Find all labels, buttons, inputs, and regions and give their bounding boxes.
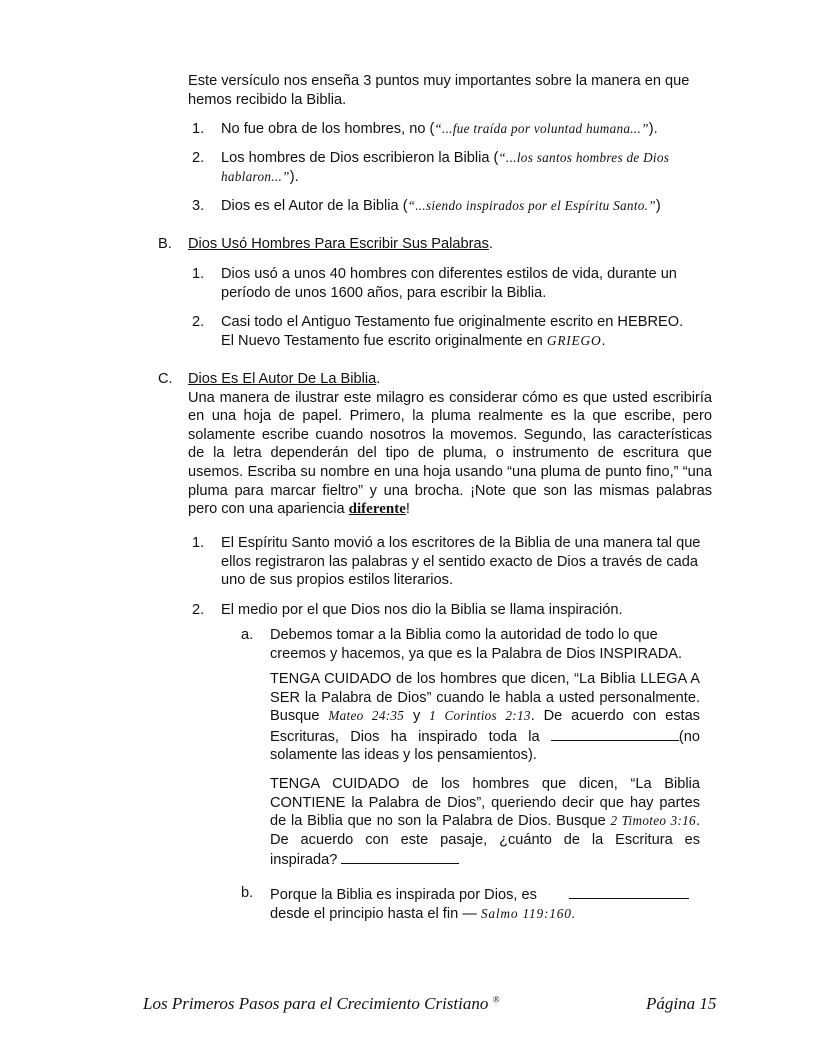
warning-2-text: TENGA CUIDADO de los hombres que dicen, “La Biblia CONTIENE la Palabra de Dios”, queriendo decir que hay partes de la Biblia que no son la Palabra de Dios. Busque [270, 776, 700, 830]
intro-paragraph [188, 72, 708, 109]
warning-1-end: (no solamente las ideas y los pensamientos). [270, 728, 700, 764]
sub-b-ref: Salmo 119:160. [480, 905, 576, 921]
sub-b-text [270, 884, 710, 923]
section-c-paragraph [188, 389, 712, 519]
section-c-letter: C. [158, 371, 173, 387]
sub-b-line-1: Porque la Biblia es inspirada por Dios, es [270, 887, 537, 903]
warning-1-mid: y [404, 708, 430, 725]
intro-line-2: hemos recibido la Biblia. [188, 91, 347, 108]
warning-2-cont: . De acuerdo con este pasaje, ¿cuánto de la Escritura es inspirada? [270, 813, 700, 869]
point-1-text: No fue obra de los hombres, no ( [221, 121, 435, 137]
section-b-item-number: 1. [192, 266, 205, 282]
section-c-paragraph-text: Una manera de ilustrar este milagro es considerar cómo es que usted escribiría en una hoja de papel. Primero, la pluma realmente es la que escribe, pero solamente escribe cuando nosotros la movemos. Segundo, las características de la letra dependerán del tipo de pluma, o instrumento de escritura que usemos. Escriba su nombre en una hoja usando “una pluma de punto fino,” “una pluma para marcar fieltro” y una brocha. ¡Note que son las mismas palabras pero con una apariencia [188, 389, 712, 518]
warning-1 [270, 670, 700, 765]
warning-1-text: TENGA CUIDADO de los hombres que dicen, “La Biblia LLEGA A SER la Palabra de Dios” cuando le habla a usted personalmente. Busque [270, 671, 700, 725]
section-b-heading [188, 235, 708, 254]
section-b-item-2-line-2: El Nuevo Testamento fue escrito originalmente en [221, 332, 547, 349]
sub-a-line-2: creemos y hacemos, ya que es la Palabra de Dios INSPIRADA. [270, 645, 683, 662]
point-number: 2. [192, 150, 205, 166]
point-3-ref: “...siendo inspirados por el Espíritu Santo.” [407, 198, 656, 213]
section-b-item-2-line-1: Casi todo el Antiguo Testamento fue originalmente escrito en HEBREO. [221, 314, 684, 330]
intro-line-1: Este versículo nos enseña 3 puntos muy importantes sobre la manera en que [188, 73, 690, 89]
section-b-item-1 [221, 265, 711, 302]
section-b-item-1-line-1: Dios usó a unos 40 hombres con diferentes estilos de vida, durante un [221, 266, 677, 282]
section-b-item-number: 2. [192, 314, 205, 330]
section-c-item-2: El medio por el que Dios nos dio la Biblia se llama inspiración. [221, 602, 623, 618]
point-1-ref: “...fue traída por voluntad humana...” [434, 121, 649, 136]
sub-b-line-2: desde el principio hasta el fin — [270, 905, 481, 922]
section-b-item-1-line-2: período de unos 1600 años, para escribir la Biblia. [221, 284, 547, 301]
answer-blank-1[interactable] [551, 726, 679, 741]
section-b-item-2-end: . [601, 332, 606, 349]
point-number: 3. [192, 198, 205, 214]
section-c-paragraph-end: ! [405, 501, 410, 518]
section-b-period: . [488, 236, 493, 252]
section-b-item-2-greek: GRIEGO [546, 332, 602, 348]
answer-blank-3[interactable] [569, 884, 689, 899]
point-2-end: ). [289, 168, 299, 185]
sub-a-line-1: Debemos tomar a la Biblia como la autoridad de todo lo que [270, 627, 658, 643]
section-c-title: Dios Es El Autor De La Biblia [188, 371, 377, 387]
point-1 [221, 120, 711, 139]
section-c-item-1: El Espíritu Santo movió a los escritores de la Biblia de una manera tal que ellos registraron las palabras y el sentido exacto de Dios a través de cada uno de sus propios estilos literarios. [221, 535, 701, 589]
point-number: 1. [192, 121, 205, 137]
section-b-item-2 [221, 313, 711, 350]
footer-title [143, 994, 499, 1014]
sub-b-letter: b. [241, 885, 254, 901]
point-2 [221, 149, 711, 186]
point-2-ref-1: “...los santos hombres de Dios [498, 150, 670, 165]
section-c-paragraph-bold: diferente [348, 501, 406, 518]
sub-a-text [270, 626, 710, 663]
point-3-text: Dios es el Autor de la Biblia ( [221, 198, 408, 214]
section-c-item-number: 1. [192, 535, 205, 551]
point-3-end: ) [655, 198, 661, 214]
warning-1-ref-1: Mateo 24:35 [328, 708, 405, 724]
answer-blank-2[interactable] [341, 849, 459, 864]
warning-2-ref: 2 Timoteo 3:16 [610, 813, 696, 829]
page-number: Página 15 [646, 994, 717, 1013]
section-c-item-number: 2. [192, 602, 205, 618]
point-1-end: ). [648, 121, 658, 137]
sub-a-letter: a. [241, 627, 254, 643]
warning-2 [270, 775, 700, 870]
point-3 [221, 197, 711, 216]
section-b-letter: B. [158, 236, 172, 252]
section-c-period: . [376, 371, 381, 387]
warning-1-cont: . De acuerdo con estas Escrituras, Dios ha inspirado toda la [270, 708, 700, 745]
warning-1-ref-2: 1 Corintios 2:13 [429, 708, 531, 724]
point-2-text: Los hombres de Dios escribieron la Biblia ( [221, 150, 499, 166]
section-c-block [188, 370, 712, 519]
registered-mark: ® [492, 994, 500, 1005]
section-b-title: Dios Usó Hombres Para Escribir Sus Palabras [188, 236, 489, 252]
footer-title-text: Los Primeros Pasos para el Crecimiento Cristiano [143, 994, 489, 1013]
point-2-ref-2: hablaron...” [221, 168, 290, 184]
